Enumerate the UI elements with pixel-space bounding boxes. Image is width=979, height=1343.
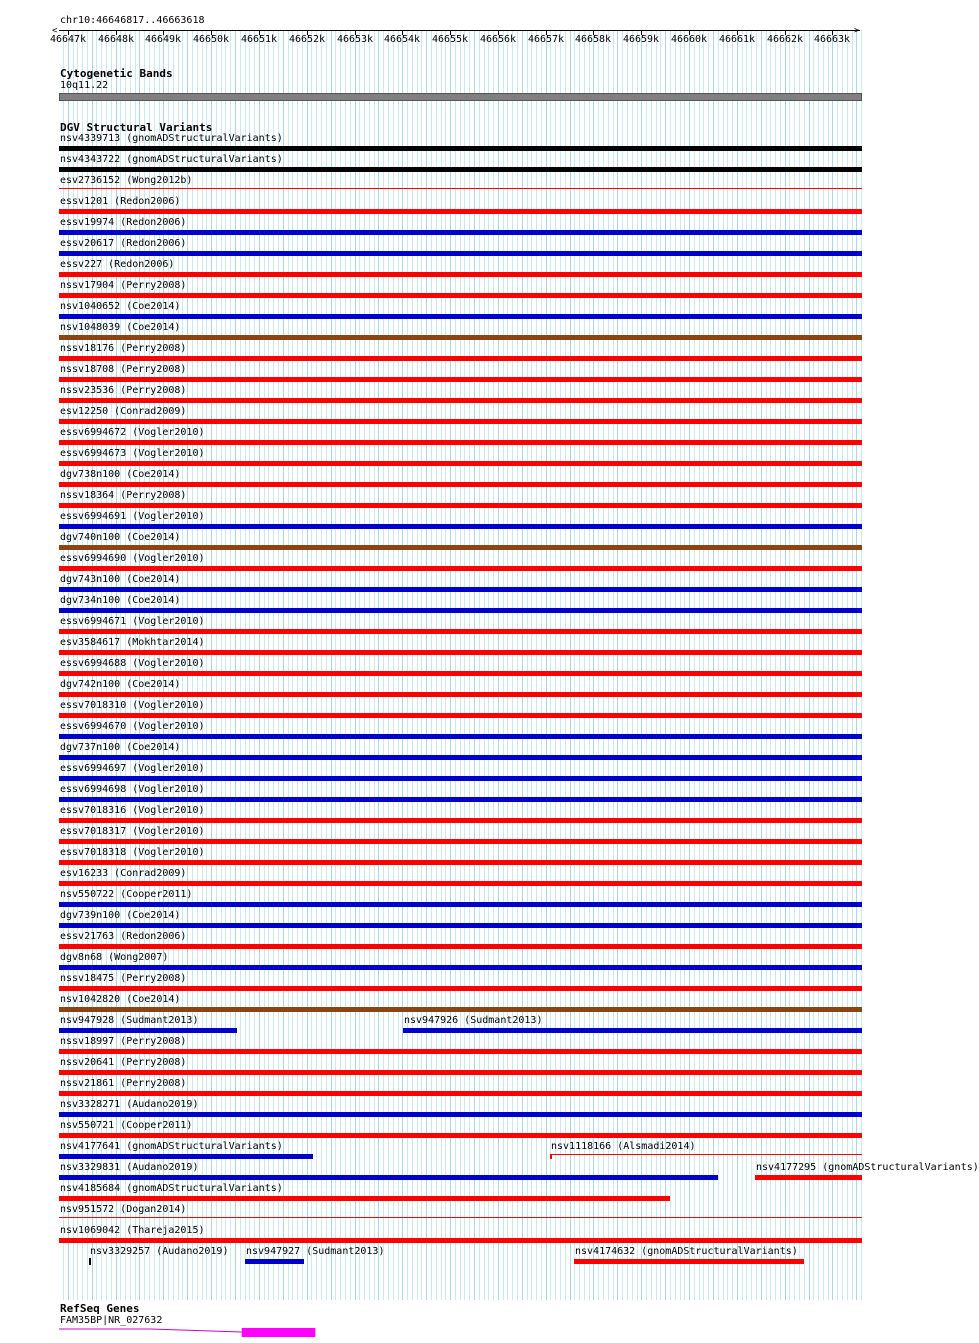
dgv-feature-label: nsv1069042 (Thareja2015) xyxy=(60,1225,205,1236)
dgv-feature-bar[interactable] xyxy=(59,335,862,340)
dgv-feature-bar[interactable] xyxy=(59,608,862,613)
dgv-feature-label: nsv550721 (Cooper2011) xyxy=(60,1120,193,1131)
dgv-feature-label: nsv3329257 (Audano2019) xyxy=(90,1246,229,1257)
dgv-feature-bar[interactable] xyxy=(59,587,862,592)
ruler-tick-label: 46659k xyxy=(622,34,660,45)
dgv-feature-label: essv6994673 (Vogler2010) xyxy=(60,448,205,459)
ruler-tick-label: 46650k xyxy=(192,34,230,45)
dgv-feature-bar[interactable] xyxy=(59,818,862,823)
dgv-feature-bar[interactable] xyxy=(59,1238,862,1243)
dgv-feature-label: essv6994691 (Vogler2010) xyxy=(60,511,205,522)
dgv-feature-label: essv6994690 (Vogler2010) xyxy=(60,553,205,564)
dgv-feature-bar[interactable] xyxy=(59,860,862,865)
ruler-tick-label: 46663k xyxy=(813,34,851,45)
dgv-feature-bar[interactable] xyxy=(59,1007,862,1012)
dgv-feature-label: nssv23536 (Perry2008) xyxy=(60,385,187,396)
dgv-feature-label: dgv734n100 (Coe2014) xyxy=(60,595,181,606)
ruler-tick-label: 46662k xyxy=(766,34,804,45)
cytoband-bar[interactable] xyxy=(59,93,862,101)
dgv-feature-label: essv6994697 (Vogler2010) xyxy=(60,763,205,774)
dgv-feature-label: dgv739n100 (Coe2014) xyxy=(60,910,181,921)
dgv-feature-bar[interactable] xyxy=(574,1259,804,1264)
dgv-feature-bar[interactable] xyxy=(59,650,862,655)
ruler-line xyxy=(59,30,860,31)
dgv-feature-label: nssv18475 (Perry2008) xyxy=(60,973,187,984)
ruler-tick-label: 46655k xyxy=(431,34,469,45)
dgv-feature-label: dgv743n100 (Coe2014) xyxy=(60,574,181,585)
dgv-feature-label: dgv8n68 (Wong2007) xyxy=(60,952,169,963)
dgv-feature-label: nsv1048039 (Coe2014) xyxy=(60,322,181,333)
dgv-feature-label: nsv4343722 (gnomADStructuralVariants) xyxy=(60,154,283,165)
dgv-feature-label: nsv4174632 (gnomADStructuralVariants) xyxy=(575,1246,798,1257)
ruler-tick-label: 46657k xyxy=(527,34,565,45)
dgv-feature-label: essv7018310 (Vogler2010) xyxy=(60,700,205,711)
dgv-feature-label: nssv18997 (Perry2008) xyxy=(60,1036,187,1047)
dgv-feature-label: dgv740n100 (Coe2014) xyxy=(60,532,181,543)
dgv-feature-label: nsv4177295 (gnomADStructuralVariants) xyxy=(756,1162,979,1173)
dgv-feature-bar[interactable] xyxy=(59,461,862,466)
dgv-feature-label: nsv951572 (Dogan2014) xyxy=(60,1204,187,1215)
dgv-feature-label: dgv742n100 (Coe2014) xyxy=(60,679,181,690)
ruler-tick-label: 46647k xyxy=(49,34,87,45)
ruler-tick-label: 46660k xyxy=(670,34,708,45)
dgv-feature-bar[interactable] xyxy=(59,293,862,298)
dgv-feature-label: nssv18176 (Perry2008) xyxy=(60,343,187,354)
dgv-feature-bar[interactable] xyxy=(59,797,862,802)
dgv-feature-bar[interactable] xyxy=(59,524,862,529)
dgv-feature-bar[interactable] xyxy=(59,1196,670,1201)
dgv-feature-label: essv7018317 (Vogler2010) xyxy=(60,826,205,837)
ruler-tick-label: 46658k xyxy=(574,34,612,45)
dgv-feature-bar[interactable] xyxy=(59,188,862,189)
cytoband-label: 10q11.22 xyxy=(60,80,109,91)
ruler-tick-label: 46656k xyxy=(479,34,517,45)
dgv-feature-label: nsv550722 (Cooper2011) xyxy=(60,889,193,900)
dgv-feature-label: nsv947926 (Sudmant2013) xyxy=(404,1015,543,1026)
dgv-feature-bar[interactable] xyxy=(550,1154,862,1155)
dgv-feature-bar[interactable] xyxy=(89,1258,91,1265)
dgv-feature-label: nsv3328271 (Audano2019) xyxy=(60,1099,199,1110)
dgv-feature-label: esv3584617 (Mokhtar2014) xyxy=(60,637,205,648)
dgv-feature-label: essv6994671 (Vogler2010) xyxy=(60,616,205,627)
dgv-feature-bar[interactable] xyxy=(59,986,862,991)
dgv-feature-label: nssv20641 (Perry2008) xyxy=(60,1057,187,1068)
ruler-tick-label: 46661k xyxy=(718,34,756,45)
ruler-tick-label: 46652k xyxy=(288,34,326,45)
dgv-feature-label: nsv947928 (Sudmant2013) xyxy=(60,1015,199,1026)
dgv-feature-bar[interactable] xyxy=(59,881,862,886)
dgv-feature-bar[interactable] xyxy=(59,692,862,697)
dgv-feature-bar[interactable] xyxy=(59,566,862,571)
cytoband-track-title: Cytogenetic Bands xyxy=(60,67,173,80)
dgv-feature-start-mark xyxy=(550,1154,552,1159)
gene-label: FAM35BP|NR_027632 xyxy=(60,1315,163,1326)
ruler-tick-label: 46649k xyxy=(144,34,182,45)
dgv-feature-bar[interactable] xyxy=(59,1049,862,1054)
dgv-feature-label: nsv1040652 (Coe2014) xyxy=(60,301,181,312)
position-label: chr10:46646817..46663618 xyxy=(60,15,205,26)
dgv-feature-label: nsv4177641 (gnomADStructuralVariants) xyxy=(60,1141,283,1152)
dgv-feature-bar[interactable] xyxy=(59,1112,862,1117)
dgv-feature-bar[interactable] xyxy=(59,713,862,718)
dgv-feature-bar[interactable] xyxy=(59,1133,862,1138)
dgv-feature-label: essv6994672 (Vogler2010) xyxy=(60,427,205,438)
ruler-tick-label: 46653k xyxy=(336,34,374,45)
dgv-feature-bar[interactable] xyxy=(59,398,862,403)
ruler-arrow-left-icon: < xyxy=(52,26,58,36)
dgv-feature-bar[interactable] xyxy=(59,251,862,256)
ruler-tick-label: 46651k xyxy=(240,34,278,45)
dgv-feature-label: nssv18364 (Perry2008) xyxy=(60,490,187,501)
dgv-feature-label: nsv4185684 (gnomADStructuralVariants) xyxy=(60,1183,283,1194)
dgv-feature-bar[interactable] xyxy=(59,1175,718,1180)
dgv-feature-label: essv6994688 (Vogler2010) xyxy=(60,658,205,669)
dgv-feature-bar[interactable] xyxy=(59,923,862,928)
dgv-feature-label: nsv1118166 (Alsmadi2014) xyxy=(551,1141,696,1152)
dgv-feature-label: essv20617 (Redon2006) xyxy=(60,238,187,249)
dgv-feature-label: nsv3329831 (Audano2019) xyxy=(60,1162,199,1173)
dgv-feature-bar[interactable] xyxy=(59,146,862,151)
ruler-arrow-right-icon: > xyxy=(854,26,860,36)
dgv-feature-label: esv16233 (Conrad2009) xyxy=(60,868,187,879)
dgv-feature-bar[interactable] xyxy=(59,314,862,319)
dgv-feature-bar[interactable] xyxy=(59,419,862,424)
dgv-feature-bar[interactable] xyxy=(59,545,862,550)
dgv-feature-label: nsv1042820 (Coe2014) xyxy=(60,994,181,1005)
dgv-feature-bar[interactable] xyxy=(59,1217,862,1218)
dgv-feature-label: esv2736152 (Wong2012b) xyxy=(60,175,193,186)
dgv-feature-label: nssv21861 (Perry2008) xyxy=(60,1078,187,1089)
ruler-tick-label: 46654k xyxy=(383,34,421,45)
dgv-feature-label: essv21763 (Redon2006) xyxy=(60,931,187,942)
gene-model[interactable] xyxy=(0,1325,890,1339)
ruler-tick-label: 46648k xyxy=(97,34,135,45)
dgv-feature-label: nsv947927 (Sudmant2013) xyxy=(246,1246,385,1257)
dgv-feature-bar[interactable] xyxy=(59,629,862,634)
dgv-feature-bar[interactable] xyxy=(59,902,862,907)
dgv-feature-label: essv19974 (Redon2006) xyxy=(60,217,187,228)
dgv-feature-label: dgv737n100 (Coe2014) xyxy=(60,742,181,753)
gene-exon-block[interactable] xyxy=(242,1328,316,1337)
gene-intron-line xyxy=(59,1329,242,1332)
dgv-feature-bar[interactable] xyxy=(59,356,862,361)
dgv-feature-label: dgv738n100 (Coe2014) xyxy=(60,469,181,480)
dgv-feature-bar[interactable] xyxy=(59,1091,862,1096)
dgv-feature-bar[interactable] xyxy=(59,167,862,172)
dgv-feature-label: nssv17904 (Perry2008) xyxy=(60,280,187,291)
dgv-feature-bar[interactable] xyxy=(59,482,862,487)
dgv-feature-bar[interactable] xyxy=(59,377,862,382)
dgv-feature-bar[interactable] xyxy=(403,1028,862,1033)
dgv-feature-bar[interactable] xyxy=(59,839,862,844)
dgv-feature-label: essv7018316 (Vogler2010) xyxy=(60,805,205,816)
dgv-feature-label: essv1201 (Redon2006) xyxy=(60,196,181,207)
dgv-feature-bar[interactable] xyxy=(59,1070,862,1075)
dgv-feature-bar[interactable] xyxy=(59,965,862,970)
dgv-feature-bar[interactable] xyxy=(59,734,862,739)
dgv-track-title: DGV Structural Variants xyxy=(60,121,213,134)
dgv-feature-bar[interactable] xyxy=(755,1175,862,1180)
dgv-feature-bar[interactable] xyxy=(59,1154,313,1159)
dgv-feature-bar[interactable] xyxy=(59,230,862,235)
dgv-feature-bar[interactable] xyxy=(59,671,862,676)
dgv-feature-bar[interactable] xyxy=(59,440,862,445)
dgv-feature-bar[interactable] xyxy=(59,944,862,949)
dgv-feature-bar[interactable] xyxy=(59,503,862,508)
dgv-feature-bar[interactable] xyxy=(59,209,862,214)
dgv-feature-bar[interactable] xyxy=(245,1259,304,1264)
dgv-feature-bar[interactable] xyxy=(59,1028,237,1033)
dgv-feature-label: essv6994698 (Vogler2010) xyxy=(60,784,205,795)
dgv-feature-bar[interactable] xyxy=(59,776,862,781)
dgv-feature-label: esv12250 (Conrad2009) xyxy=(60,406,187,417)
dgv-feature-label: nsv4339713 (gnomADStructuralVariants) xyxy=(60,133,283,144)
dgv-feature-label: nssv18708 (Perry2008) xyxy=(60,364,187,375)
dgv-feature-bar[interactable] xyxy=(59,755,862,760)
refseq-track-title: RefSeq Genes xyxy=(60,1302,140,1315)
dgv-feature-label: essv6994670 (Vogler2010) xyxy=(60,721,205,732)
dgv-feature-label: essv7018318 (Vogler2010) xyxy=(60,847,205,858)
dgv-feature-bar[interactable] xyxy=(59,272,862,277)
dgv-feature-label: essv227 (Redon2006) xyxy=(60,259,175,270)
